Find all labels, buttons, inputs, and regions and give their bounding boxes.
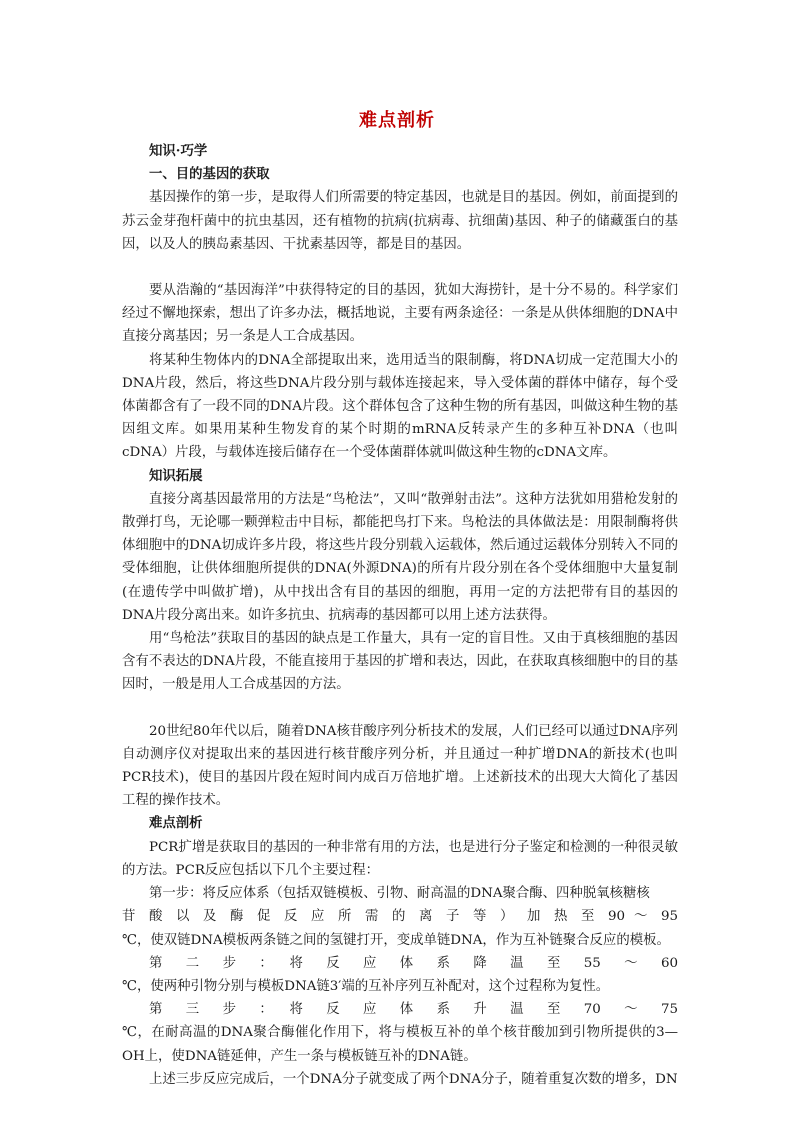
spacer [122, 697, 678, 720]
pcr-step-3-line-1: 第 三 步 ： 将 反 应 体 系 升 温 至 70 ～ 75 [149, 1002, 678, 1018]
pcr-step-1-line-3: ℃，使双链DNA模板两条链之间的氢键打开，变成单链DNA，作为互补链聚合反应的模板。 [122, 932, 670, 948]
document-body [122, 140, 678, 1091]
section-heading-knowledge: 知识·巧学 [149, 143, 208, 159]
pcr-step-1-line-2: 苷 酸 以 及 酶 促 反 应 所 需 的 离 子 等 ） 加 热 至 90 ～ 95 [122, 909, 678, 925]
paragraph: 20世纪80年代以后，随着DNA核苷酸序列分析技术的发展，人们已经可以通过DNA序列自动测序仪对提取出来的基因进行核苷酸序列分析，并且通过一种扩增DNA的新技术(也叫PCR技术)，使目的基因片段在短时间内成百万倍地扩增。上述新技术的出现大大简化了基因工程的操作技术。 [122, 723, 678, 809]
pcr-step-2-line-1: 第 二 步 ： 将 反 应 体 系 降 温 至 55 ～ 60 [149, 955, 678, 971]
section-heading-analysis: 难点剖析 [149, 815, 203, 832]
page-title: 难点剖析 [359, 110, 435, 131]
paragraph: 要从浩瀚的“基因海洋”中获得特定的目的基因，犹如大海捞针，是十分不易的。科学家们经过不懈地探索，想出了许多办法，概括地说，主要有两条途径：一条是从供体细胞的DNA中直接分离基因；另一条是人工合成基因。 [122, 283, 678, 345]
subheading-gene-acquisition: 一、目的基因的获取 [149, 166, 270, 183]
pcr-step-3-line-2: ℃，在耐高温的DNA聚合酶催化作用下，将与模板互补的单个核苷酸加到引物所提供的3—OH上，使DNA链延伸，产生一条与模板链互补的DNA链。 [122, 1025, 678, 1064]
paragraph: PCR扩增是获取目的基因的一种非常有用的方法，也是进行分子鉴定和检测的一种很灵敏的方法。PCR反应包括以下几个主要过程： [122, 839, 678, 878]
pcr-step-2-line-2: ℃，使两种引物分别与模板DNA链3′端的互补序列互补配对，这个过程称为复性。 [122, 978, 610, 994]
paragraph: 上述三步反应完成后，一个DNA分子就变成了两个DNA分子，随着重复次数的增多，DN [149, 1071, 678, 1087]
paragraph: 基因操作的第一步，是取得人们所需要的特定基因，也就是目的基因。例如，前面提到的苏云金芽孢杆菌中的抗虫基因，还有植物的抗病(抗病毒、抗细菌)基因、种子的储藏蛋白的基因，以及人的胰岛素基因、干扰素基因等，都是目的基因。 [122, 190, 678, 252]
paragraph: 将某种生物体内的DNA全部提取出来，选用适当的限制酶，将DNA切成一定范围大小的DNA片段，然后，将这些DNA片段分别与载体连接起来，导入受体菌的群体中储存，每个受体菌都含有了一段不同的DNA片段。这个群体包含了这种生物的所有基因，叫做这种生物的基因组文库。如果用某种生物发育的某个时期的mRNA反转录产生的多种互补DNA（也叫cDNA）片段，与载体连接后储存在一个受体菌群体就叫做这种生物的cDNA文库。 [122, 352, 678, 461]
paragraph: 直接分离基因最常用的方法是“鸟枪法”，又叫“散弹射击法”。这种方法犹如用猎枪发射的散弹打鸟，无论哪一颗弹粒击中目标，都能把鸟打下来。鸟枪法的具体做法是：用限制酶将供体细胞中的DNA切成许多片段，将这些片段分别载入运载体，然后通过运载体分别转入不同的受体细胞，让供体细胞所提供的DNA(外源DNA)的所有片段分别在各个受体细胞中大量复制(在遗传学中叫做扩增)，从中找出含有目的基因的细胞，再用一定的方法把带有目的基因的DNA片段分离出来。如许多抗虫、抗病毒的基因都可以用上述方法获得。 [122, 491, 678, 623]
spacer [122, 256, 678, 279]
pcr-step-1-line-1: 第一步：将反应体系（包括双链模板、引物、耐高温的DNA聚合酶、四种脱氧核糖核 [149, 886, 650, 902]
paragraph: 用“鸟枪法”获取目的基因的缺点是工作量大，具有一定的盲目性。又由于真核细胞的基因含有不表达的DNA片段，不能直接用于基因的扩增和表达，因此，在获取真核细胞中的目的基因时，一般是用人工合成基因的方法。 [122, 631, 678, 693]
section-heading-extension: 知识拓展 [149, 467, 203, 484]
